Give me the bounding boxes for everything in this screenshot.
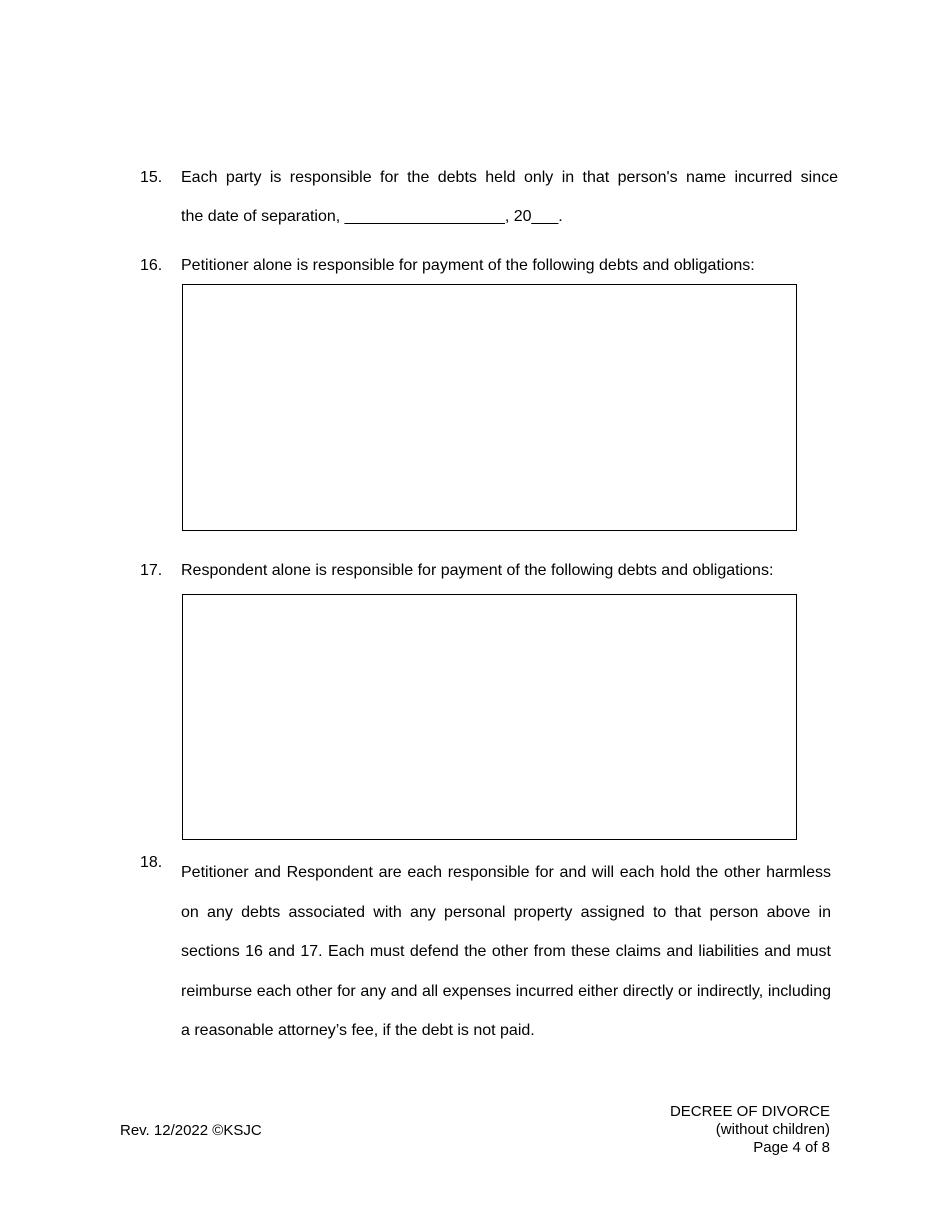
item-17-text: Respondent alone is responsible for payment of the following debts and obligations:: [181, 562, 774, 579]
item-15-text-line1: Each party is responsible for the debts held only in that person's name incurred since: [181, 169, 838, 186]
petitioner-debts-field[interactable]: [182, 284, 797, 531]
form-title: DECREE OF DIVORCE: [669, 1103, 830, 1120]
item-17-number: 17.: [140, 562, 163, 579]
item-16-text: Petitioner alone is responsible for payment of the following debts and obligations:: [181, 257, 755, 274]
form-subtitle: (without children): [715, 1121, 830, 1138]
page-number: Page 4 of 8: [753, 1139, 830, 1156]
item-18-text: Petitioner and Respondent are each responsible for and will each hold the other harmless on any debts associated with any personal property assigned to that person above in sections 16 and 17. Each must defend the other from these claims and liabilities and must reimburse each other for any and all expenses incurred either directly or indirectly, including a reasonable attorney’s fee, if the debt is not paid.: [181, 864, 831, 1039]
revision-label: Rev. 12/2022 ©KSJC: [120, 1122, 262, 1139]
item-15-number: 15.: [140, 169, 163, 186]
footer-form-info: [670, 1103, 830, 1157]
item-18-number: 18.: [140, 854, 163, 871]
respondent-debts-field[interactable]: [182, 594, 797, 840]
item-16-number: 16.: [140, 257, 163, 274]
item-15-text-line2: the date of separation, __________________, 20___.: [181, 208, 563, 225]
